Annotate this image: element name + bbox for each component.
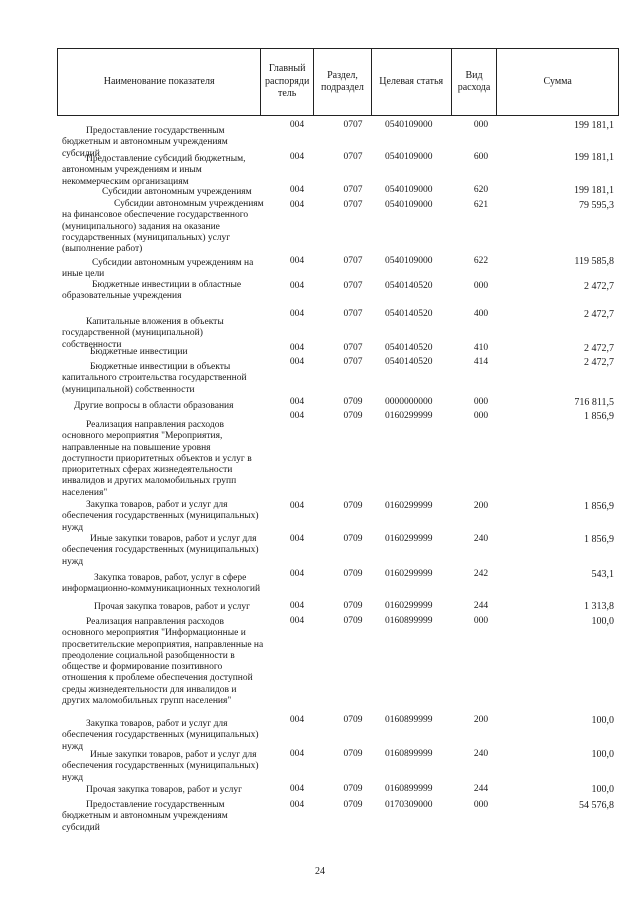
row-type: 000	[473, 281, 489, 291]
row-name: Другие вопросы в области образования	[74, 401, 234, 411]
row-section: 0707	[343, 309, 363, 319]
row-target: 0540109000	[385, 152, 433, 162]
row-admin: 004	[289, 152, 305, 162]
row-target: 0540109000	[385, 185, 433, 195]
page-number: 24	[315, 866, 325, 877]
row-target: 0540109000	[385, 120, 433, 130]
row-type: 621	[473, 200, 489, 210]
row-name: Иные закупки товаров, работ и услуг для обеспечения государственных (муниципальных) нужд	[62, 534, 259, 567]
row-section: 0707	[343, 152, 363, 162]
row-section: 0709	[343, 534, 363, 544]
row-target: 0160899999	[385, 616, 433, 626]
row-type: 200	[473, 501, 489, 511]
header-target: Целевая статья	[372, 49, 452, 115]
row-admin: 004	[289, 120, 305, 130]
row-type: 240	[473, 534, 489, 544]
row-sum: 199 181,1	[574, 120, 614, 131]
row-name: Субсидии автономным учреждениям на финансовое обеспечение государственного (муниципального) задания на оказание государственных (муниципальных) услуг (выполнение работ)	[62, 199, 264, 255]
row-target: 0540109000	[385, 256, 433, 266]
row-section: 0709	[343, 616, 363, 626]
row-target: 0000000000	[385, 397, 433, 407]
row-name: Реализация направления расходов основного мероприятия "Информационные и просветительские мероприятия, направленные на преодоление социальной разобщенности в обществе и формирование позитивного отношения к проблеме обеспечения доступной среды жизнедеятельности для инвалидов и других маломобильных групп населения"	[62, 617, 264, 707]
row-section: 0709	[343, 715, 363, 725]
header-type: Вид расхода	[452, 49, 498, 115]
row-target: 0160299999	[385, 569, 433, 579]
row-section: 0709	[343, 784, 363, 794]
row-type: 200	[473, 715, 489, 725]
row-sum: 199 181,1	[574, 152, 614, 163]
row-sum: 119 585,8	[574, 256, 614, 267]
row-name: Бюджетные инвестиции в объекты капитального строительства государственной (муниципальной) собственности	[62, 362, 247, 395]
row-sum: 1 856,9	[584, 501, 614, 512]
row-admin: 004	[289, 281, 305, 291]
row-section: 0707	[343, 256, 363, 266]
row-type: 000	[473, 800, 489, 810]
row-admin: 004	[289, 534, 305, 544]
row-type: 600	[473, 152, 489, 162]
row-type: 414	[473, 357, 489, 367]
row-admin: 004	[289, 501, 305, 511]
row-admin: 004	[289, 749, 305, 759]
row-name: Субсидии автономным учреждениям на иные цели	[62, 258, 254, 280]
row-section: 0707	[343, 120, 363, 130]
row-admin: 004	[289, 411, 305, 421]
row-section: 0709	[343, 601, 363, 611]
row-sum: 2 472,7	[584, 309, 614, 320]
row-admin: 004	[289, 601, 305, 611]
row-admin: 004	[289, 309, 305, 319]
row-section: 0709	[343, 569, 363, 579]
row-section: 0707	[343, 281, 363, 291]
row-target: 0540140520	[385, 357, 433, 367]
row-target: 0540140520	[385, 281, 433, 291]
row-name: Предоставление субсидий бюджетным, автономным учреждениям и иным некоммерческим организациям	[62, 154, 246, 187]
row-target: 0160299999	[385, 501, 433, 511]
row-type: 000	[473, 411, 489, 421]
row-type: 244	[473, 784, 489, 794]
row-type: 400	[473, 309, 489, 319]
row-sum: 2 472,7	[584, 343, 614, 354]
row-section: 0707	[343, 185, 363, 195]
row-sum: 2 472,7	[584, 357, 614, 368]
row-name: Прочая закупка товаров, работ и услуг	[94, 602, 251, 612]
row-target: 0540140520	[385, 343, 433, 353]
row-name: Закупка товаров, работ, услуг в сфере информационно-коммуникационных технологий	[62, 573, 261, 595]
row-admin: 004	[289, 715, 305, 725]
header-sum: Сумма	[543, 75, 572, 87]
header-name: Наименование показателя	[58, 49, 261, 115]
row-target: 0160299999	[385, 411, 433, 421]
row-name: Предоставление государственным бюджетным и автономным учреждениям субсидий	[62, 126, 228, 159]
row-sum: 100,0	[591, 715, 614, 726]
row-name: Прочая закупка товаров, работ и услуг	[86, 785, 243, 795]
row-name: Бюджетные инвестиции	[90, 347, 188, 357]
row-target: 0170309000	[385, 800, 433, 810]
row-sum: 79 595,3	[579, 200, 614, 211]
row-section: 0707	[343, 343, 363, 353]
row-admin: 004	[289, 200, 305, 210]
row-name: Закупка товаров, работ и услуг для обеспечения государственных (муниципальных) нужд	[62, 500, 259, 533]
row-admin: 004	[289, 256, 305, 266]
row-sum: 100,0	[591, 784, 614, 795]
row-admin: 004	[289, 357, 305, 367]
row-name: Реализация направления расходов основного мероприятия "Мероприятия, направленные на повышение уровня доступности приоритетных объектов и услуг в приоритетных сферах жизнедеятельности инвалидов и других маломобильных групп населения"	[62, 420, 252, 498]
row-type: 410	[473, 343, 489, 353]
row-section: 0709	[343, 749, 363, 759]
row-section: 0709	[343, 397, 363, 407]
row-type: 000	[473, 397, 489, 407]
row-section: 0709	[343, 800, 363, 810]
row-section: 0709	[343, 501, 363, 511]
row-target: 0160299999	[385, 534, 433, 544]
row-type: 000	[473, 120, 489, 130]
row-sum: 1 313,8	[584, 601, 614, 612]
row-admin: 004	[289, 800, 305, 810]
row-sum: 1 856,9	[584, 534, 614, 545]
row-type: 620	[473, 185, 489, 195]
row-name: Субсидии автономным учреждениям	[102, 187, 252, 197]
row-type: 240	[473, 749, 489, 759]
row-admin: 004	[289, 569, 305, 579]
row-admin: 004	[289, 185, 305, 195]
row-target: 0160899999	[385, 715, 433, 725]
row-sum: 1 856,9	[584, 411, 614, 422]
row-admin: 004	[289, 343, 305, 353]
row-name: Капитальные вложения в объекты государственной (муниципальной) собственности	[62, 317, 224, 350]
row-type: 244	[473, 601, 489, 611]
row-type: 242	[473, 569, 489, 579]
row-sum: 2 472,7	[584, 281, 614, 292]
row-target: 0160899999	[385, 784, 433, 794]
row-sum: 199 181,1	[574, 185, 614, 196]
row-sum: 54 576,8	[579, 800, 614, 811]
row-admin: 004	[289, 616, 305, 626]
row-sum: 100,0	[591, 616, 614, 627]
row-type: 622	[473, 256, 489, 266]
header-admin: Главный распоряди тель	[261, 49, 314, 115]
row-name: Бюджетные инвестиции в областные образовательные учреждения	[62, 280, 242, 302]
row-target: 0160299999	[385, 601, 433, 611]
row-name: Предоставление государственным бюджетным и автономным учреждениям субсидий	[62, 800, 228, 833]
row-sum: 716 811,5	[574, 397, 614, 408]
row-name: Иные закупки товаров, работ и услуг для обеспечения государственных (муниципальных) нужд	[62, 750, 259, 783]
row-section: 0707	[343, 357, 363, 367]
row-target: 0540140520	[385, 309, 433, 319]
row-sum: 100,0	[591, 749, 614, 760]
table-header	[57, 48, 619, 115]
row-target: 0160899999	[385, 749, 433, 759]
row-name: Закупка товаров, работ и услуг для обеспечения государственных (муниципальных) нужд	[62, 719, 259, 752]
row-type: 000	[473, 616, 489, 626]
header-divider	[57, 115, 619, 116]
row-admin: 004	[289, 397, 305, 407]
header-section: Раздел, подраздел	[314, 49, 372, 115]
row-section: 0709	[343, 411, 363, 421]
row-admin: 004	[289, 784, 305, 794]
row-section: 0707	[343, 200, 363, 210]
row-sum: 543,1	[591, 569, 614, 580]
row-target: 0540109000	[385, 200, 433, 210]
